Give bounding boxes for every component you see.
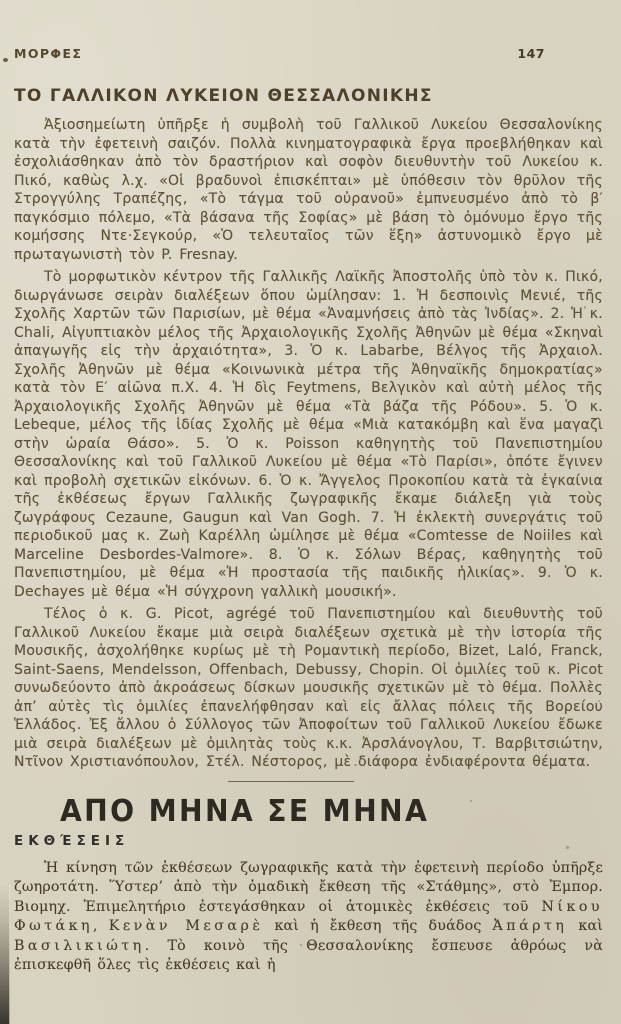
spaced-name-mesare: Κενὰν Μεσαρὲ — [108, 918, 264, 935]
section-heading: ΑΠΟ ΜΗΝΑ ΣΕ ΜΗΝΑ — [60, 793, 430, 829]
article-french-lyceum — [14, 86, 603, 772]
text-segment: Ἡ κίνηση τῶν ἐκθέσεων ζωγραφικῆς κατὰ τὴν ἐφετεινὴ περίοδο ὑπῆρξε ζωηροτάτη. Ὕστερ’ ἀπὸ τὴν ὁμαδικὴ ἔκθεση τῆς «Στάθμης», στὸ Ἐμπορ. Βιομηχ. Ἐπιμελητήριο ἐστεγάσθηκαν οἱ ἀτομικὲς ἐκθέσεις τοῦ — [14, 859, 603, 915]
section-divider — [228, 781, 354, 782]
page-number: 147 — [517, 46, 545, 61]
noise-speck — [598, 700, 600, 702]
text-segment: , — [93, 918, 109, 935]
paragraph-exhibitions — [14, 859, 603, 977]
text-segment: καὶ — [567, 918, 603, 935]
text-segment: . Τὸ κοινὸ τῆς Θεσσαλονίκης ἔσπευσε ἀθρόως νὰ ἐπισκεφθῆ ὅλες τὶς ἐκθέσεις καὶ ἡ — [14, 937, 603, 974]
spaced-name-apartis: Ἀπάρτη — [492, 918, 568, 935]
spaced-name-fotakis: Νίκου Φωτάκη — [14, 898, 603, 935]
noise-speck — [470, 800, 472, 802]
paragraph-lecture-series: Τὸ μορφωτικὸν κέντρον τῆς Γαλλικῆς Λαϊκῆς Ἀποστολῆς ὑπὸ τὸν κ. Πικό, διωργάνωσε σειρὰν διαλέξεων ὅπου ὡμίλησαν: 1. Ἡ δεσποινὶς Μενιέ, τῆς Σχολῆς Χαρτῶν τῶν Παρισίων, μὲ θέμα «Ἀναμνήσεις ἀπὸ τὰς Ἰνδίας». 2. Ἡ κ. Chali, Αἰγυπτιακὸν μέλος τῆς Ἀρχαιολογικῆς Σχολῆς Ἀθηνῶν μὲ θέμα «Σκηναὶ ἀπαγωγῆς εἰς τὴν ἀρχαιότητα», 3. Ὁ κ. Labarbe, Βέλγος τῆς Ἀρχαιολ. Σχολῆς Ἀθηνῶν μὲ θέμα «Κοινωνικὰ μέτρα τῆς Ἀθηναϊκῆς δημοκρατίας» κατὰ τὸν Ε′ αἰῶνα π.Χ. 4. Ἡ δὶς Feytmens, Βελγικὸν καὶ αὐτὴ μέλος τῆς Ἀρχαιολογικῆς Σχολῆς Ἀθηνῶν μὲ θέμα «Τὰ βάζα τῆς Ρόδου». 5. Ὁ κ. Lebeque, μέλος τῆς ἰδίας Σχολῆς μὲ θέμα «Μιὰ κατακόμβη καὶ ἕνα μαγαζὶ στὴν ὡραία Θάσο». 5. Ὁ κ. Poisson καθηγητὴς τοῦ Πανεπιστημίου Θεσσαλονίκης καὶ τοῦ Γαλλικοῦ Λυκείου μὲ θέμα «Τὸ Παρίσι», ὁπότε ἔγινεν καὶ προβολὴ σχετικῶν εἰκόνων. 6. Ὁ κ. Ἄγγελος Προκοπίου κατὰ τὰ ἐγκαίνια τῆς ἐκθέσεως ἔργων Γαλλικῆς ζωγραφικῆς ἔκαμε διάλεξη γιὰ τοὺς ζωγράφους Cezaune, Gaugun καὶ Van Gogh. 7. Ἡ ἐκλεκτὴ συνεργάτις τοῦ περιοδικοῦ μας κ. Ζωὴ Καρέλλη ὡμίλησε μὲ θέμα «Comtesse de Noiiles καὶ Marceline Desbordes-Valmore». 8. Ὁ κ. Σόλων Βέρας, καθηγητὴς τοῦ Πανεπιστημίου, μὲ θέμα «Ἡ προστασία τῆς παιδικῆς ἡλικίας». 9. Ὁ κ. Dechayes μὲ θέμα «Ἡ σύγχρονη γαλλικὴ μουσική». — [14, 269, 603, 600]
paragraph-picot-lectures: Τέλος ὁ κ. G. Picot, agrégé τοῦ Πανεπιστημίου καὶ διευθυντὴς τοῦ Γαλλικοῦ Λυκείου ἔκαμε μιὰ σειρὰ διαλέξεων σχετικὰ μὲ τὴν ἱστορία τῆς Μουσικῆς, ἀσχολήθηκε κυρίως μὲ τὴ Ρομαντικὴ περίοδο, Bizet, Laló, Franck, Saint-Saens, Mendelsson, Offenbach, Debussy, Chopin. Οἱ ὁμιλίες τοῦ κ. Picot συνωδεύοντο ἀπὸ ἀκροάσεως δίσκων μουσικῆς σχετικῶν μὲ τὸ θέμα. Πολλὲς ἀπ’ αὐτὲς τὶς ὁμιλίες ἐπανελήφθησαν καὶ εἰς ἄλλας πόλεις τῆς Βορείου Ἑλλάδος. Ἐξ ἄλλου ὁ Σύλλογος τῶν Ἀποφοίτων τοῦ Γαλλικοῦ Λυκείου ἔδωκε μιὰ σειρὰ διαλέξεων μὲ ὁμιλητὰς τοὺς κ.κ. Ἀρσλάνογλου, Τ. Βαρβιτσιώτην, Ντῖνον Χριστιανόπουλον, Στέλ. Νέστορος, μὲ διάφορα ἐνδιαφέροντα θέματα. — [14, 606, 603, 770]
noise-speck — [354, 764, 357, 766]
article-body — [14, 116, 603, 772]
spaced-name-vasilikiotis: Βασιλικιώτη — [14, 937, 145, 954]
article-month-to-month — [14, 794, 603, 977]
noise-speck — [300, 944, 302, 946]
page-edge-shadow — [0, 884, 10, 1024]
paragraph-film-screenings: Ἀξιοσημείωτη ὑπῆρξε ἡ συμβολὴ τοῦ Γαλλικοῦ Λυκείου Θεσσαλονίκης κατὰ τὴν ἐφετεινὴ σαιζόν. Πολλὰ κινηματογραφικὰ ἔργα προεβλήθηκαν καὶ ἐσχολιάσθηκαν ἀπὸ τὸν δραστήριον καὶ σοφὸν διευθυντὴν τοῦ Λυκείου κ. Πικό, καθὼς λ.χ. «Οἱ βραδυνοὶ ἐπισκέπται» μὲ ὑπόθεσιν τὸν θρῦλον τῆς Στρογγύλης Τραπέζης, «Τὸ τάγμα τοῦ οὐρανοῦ» ἐμπνευσμένο ἀπὸ τὸ β′ παγκόσμιο πόλεμο, «Τὰ βάσανα τῆς Σοφίας» μὲ βάση τὸ ὁμόνυμο ἔργο τῆς κομήσσης Ντε·Σεγκούρ, «Ὁ τελευταῖος τῶν ἕξη» ἀστυνομικὸ ἔργο μὲ πρωταγωνιστὴ τὸν P. Fresnay. — [14, 117, 603, 263]
noise-speck — [566, 846, 569, 849]
magazine-name: ΜΟΡΦΕΣ — [14, 46, 83, 61]
article-title: ΤΟ ΓΑΛΛΙΚΟΝ ΛΥΚΕΙΟΝ ΘΕΣΣΑΛΟΝΙΚΗΣ — [14, 86, 433, 106]
noise-speck — [523, 128, 525, 130]
noise-speck — [3, 58, 8, 62]
noise-speck — [584, 306, 586, 309]
section-subheading: ΕΚΘΈΣΕΙΣ — [14, 832, 130, 849]
running-header — [14, 46, 603, 61]
text-segment: καὶ ἡ ἔκθεση τῆς δυάδος — [263, 918, 493, 935]
